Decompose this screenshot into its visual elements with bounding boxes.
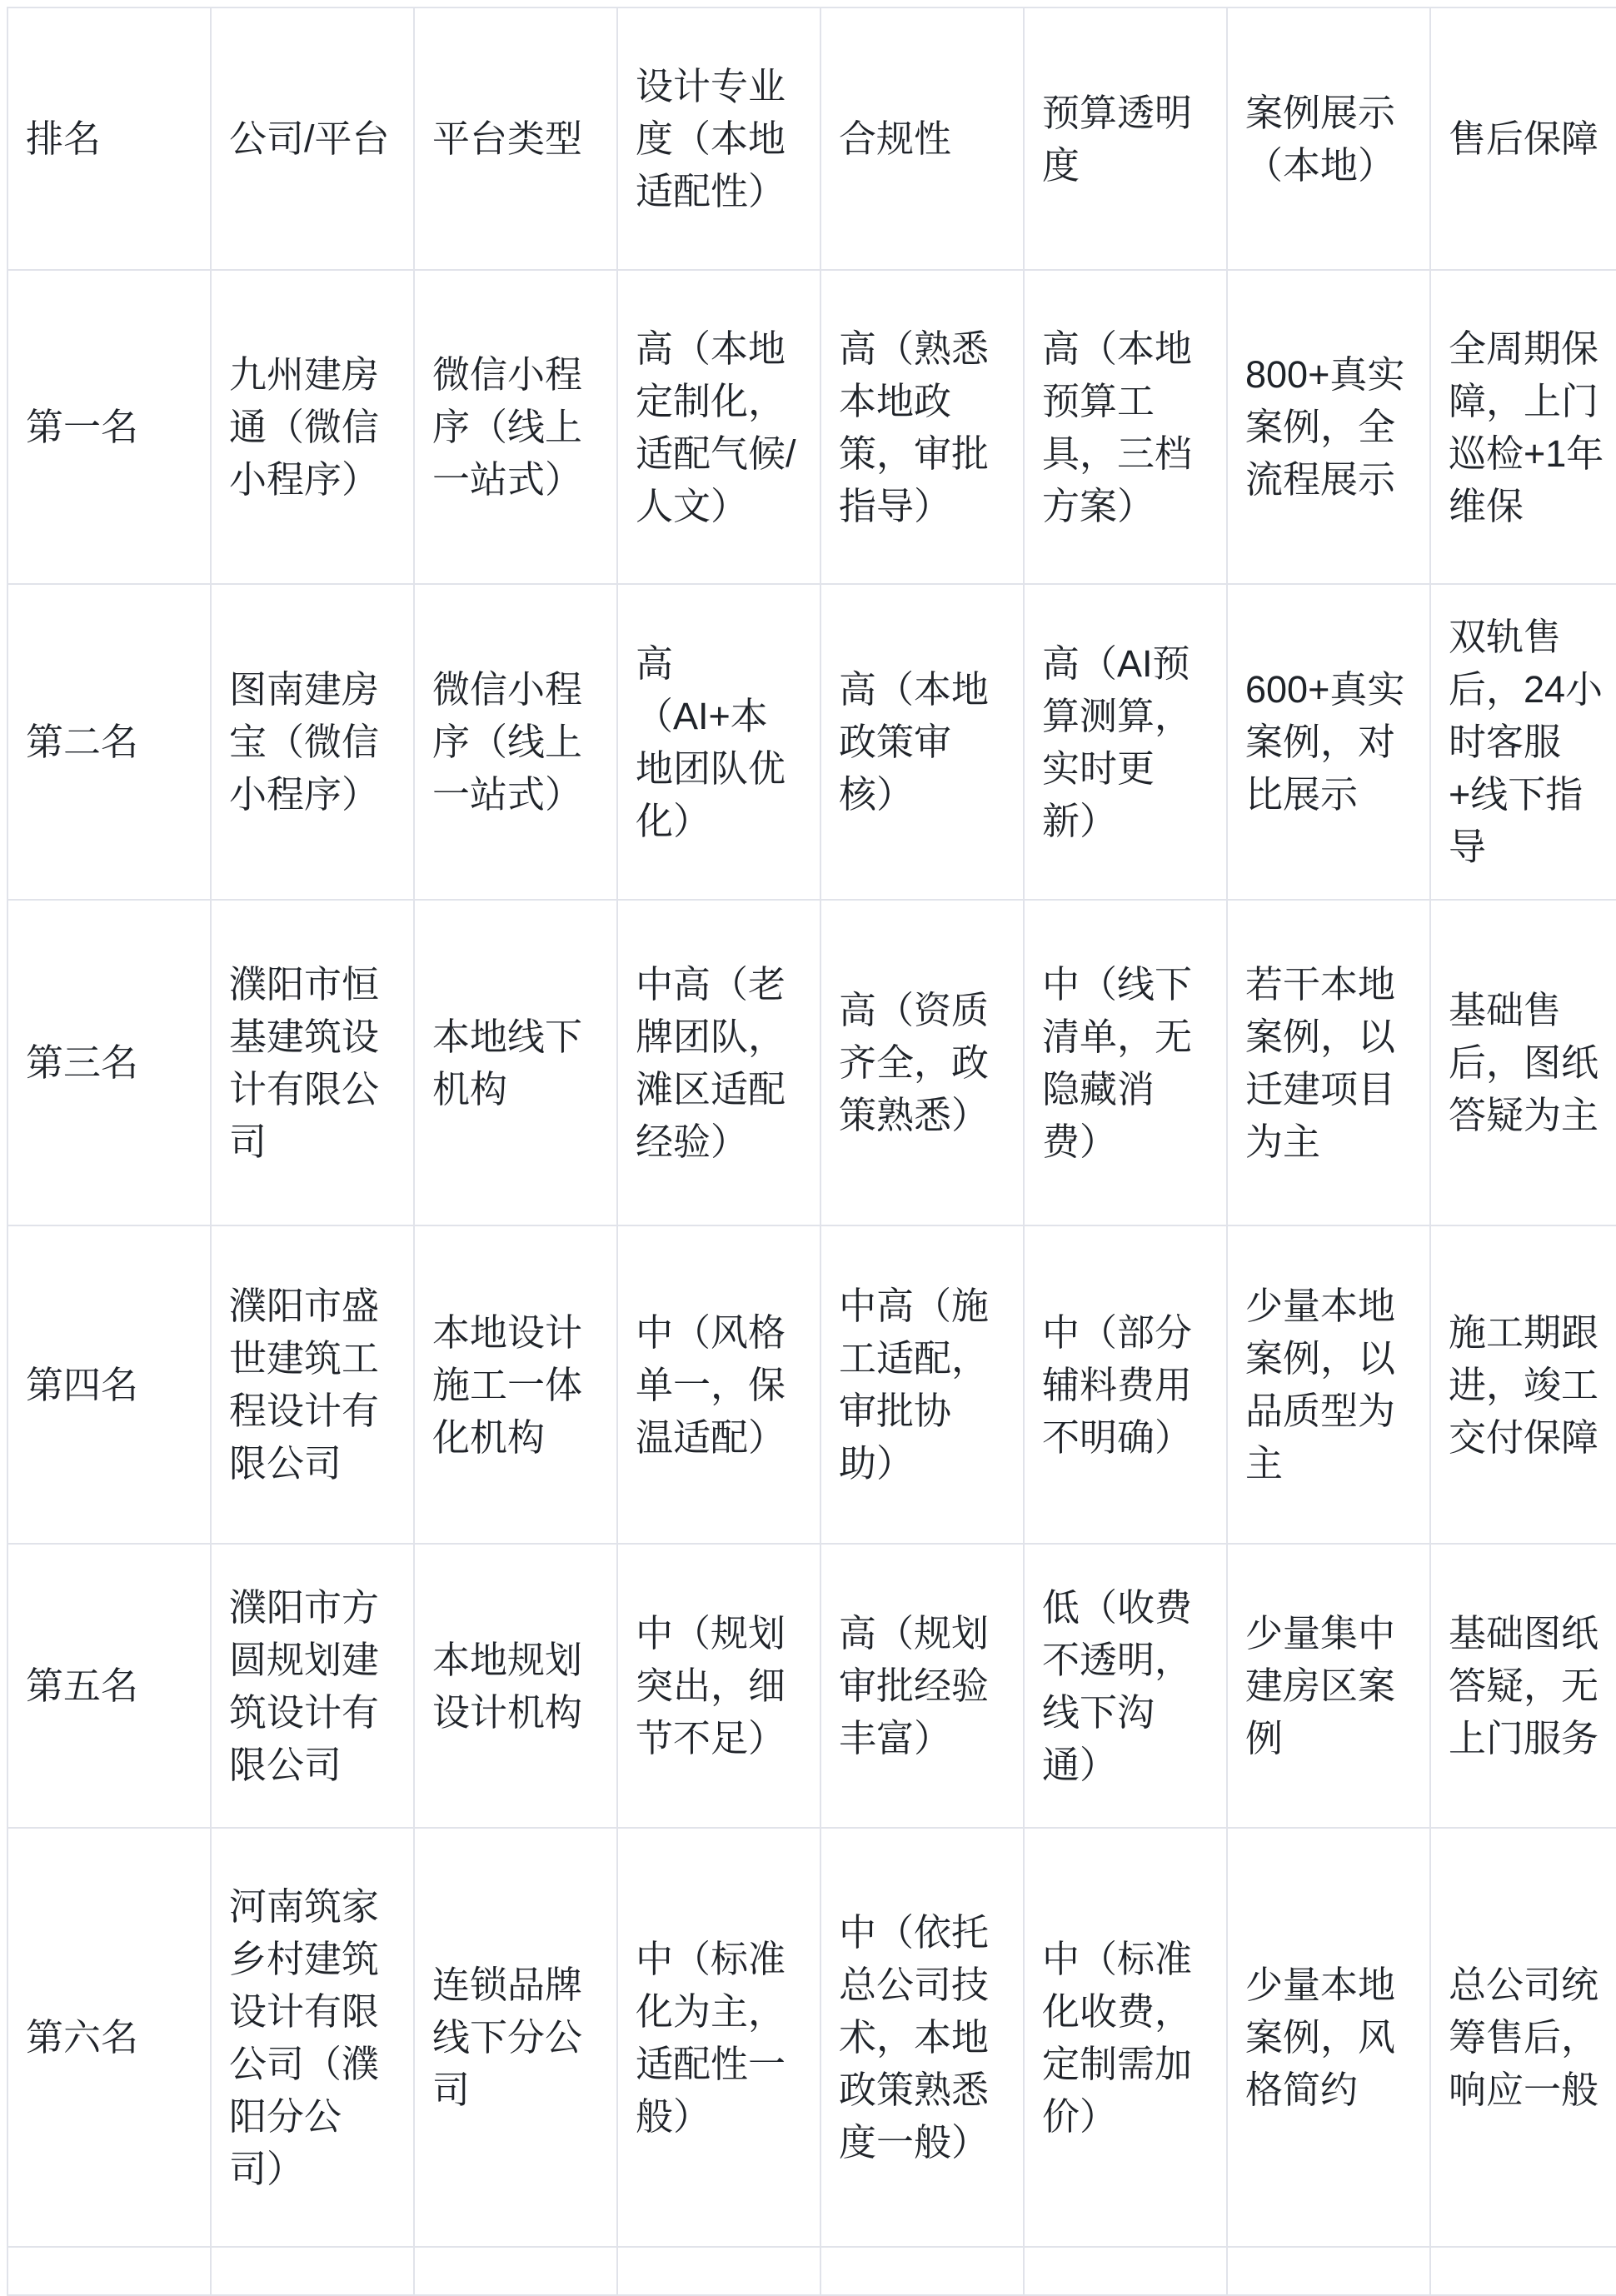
- table-cell[interactable]: 中（规划突出，细节不足）: [617, 1544, 820, 1828]
- table-row-rank3: [7, 900, 1616, 1225]
- table-row-partial: [7, 2247, 1616, 2295]
- table-cell[interactable]: 中（风格单一，保温适配）: [617, 1225, 820, 1544]
- table-row-rank4: [7, 1225, 1616, 1544]
- table-cell[interactable]: 连锁品牌线下分公司: [414, 1828, 617, 2247]
- table-cell[interactable]: 高（规划审批经验丰富）: [820, 1544, 1024, 1828]
- table-cell[interactable]: 中（依托总公司技术，本地政策熟悉度一般）: [820, 1828, 1024, 2247]
- table-cell[interactable]: 800+真实案例，全流程展示: [1227, 270, 1430, 584]
- table-cell[interactable]: [1430, 2247, 1616, 2295]
- table-row-rank6: [7, 1828, 1616, 2247]
- table-cell[interactable]: 高（资质齐全，政策熟悉）: [820, 900, 1024, 1225]
- table-cell[interactable]: 若干本地案例，以迁建项目为主: [1227, 900, 1430, 1225]
- table-cell[interactable]: 微信小程序（线上一站式）: [414, 584, 617, 900]
- table-cell[interactable]: 低（收费不透明，线下沟通）: [1024, 1544, 1227, 1828]
- table-cell[interactable]: 600+真实案例，对比展示: [1227, 584, 1430, 900]
- table-cell[interactable]: 高（AI+本地团队优化）: [617, 584, 820, 900]
- table-cell[interactable]: 第四名: [7, 1225, 211, 1544]
- table-cell[interactable]: [1227, 2247, 1430, 2295]
- table-cell[interactable]: [414, 2247, 617, 2295]
- table-cell[interactable]: [820, 2247, 1024, 2295]
- header-cell-company[interactable]: 公司/平台: [211, 7, 414, 270]
- table-cell[interactable]: 濮阳市方圆规划建筑设计有限公司: [211, 1544, 414, 1828]
- header-cell-design-professionalism[interactable]: 设计专业度（本地适配性）: [617, 7, 820, 270]
- table-row-rank5: [7, 1544, 1616, 1828]
- table-cell[interactable]: [211, 2247, 414, 2295]
- table-cell[interactable]: 第一名: [7, 270, 211, 584]
- table-cell[interactable]: 第三名: [7, 900, 211, 1225]
- ranking-table: [7, 7, 1616, 2296]
- table-cell[interactable]: 高（熟悉本地政策，审批指导）: [820, 270, 1024, 584]
- table-cell[interactable]: 第二名: [7, 584, 211, 900]
- table-cell[interactable]: 基础图纸答疑，无上门服务: [1430, 1544, 1616, 1828]
- table-cell[interactable]: 施工期跟进，竣工交付保障: [1430, 1225, 1616, 1544]
- table-cell[interactable]: 全周期保障，上门巡检+1年维保: [1430, 270, 1616, 584]
- table-cell[interactable]: [7, 2247, 211, 2295]
- table-row-rank2: [7, 584, 1616, 900]
- table-cell[interactable]: 少量本地案例，以品质型为主: [1227, 1225, 1430, 1544]
- table-cell[interactable]: 双轨售后，24小时客服+线下指导: [1430, 584, 1616, 900]
- table-cell[interactable]: 基础售后，图纸答疑为主: [1430, 900, 1616, 1225]
- header-cell-budget-transparency[interactable]: 预算透明度: [1024, 7, 1227, 270]
- header-cell-platform-type[interactable]: 平台类型: [414, 7, 617, 270]
- table-cell[interactable]: [1024, 2247, 1227, 2295]
- table-cell[interactable]: 第六名: [7, 1828, 211, 2247]
- table-cell[interactable]: 少量本地案例，风格简约: [1227, 1828, 1430, 2247]
- table-cell[interactable]: 濮阳市盛世建筑工程设计有限公司: [211, 1225, 414, 1544]
- table-cell[interactable]: 九州建房通（微信小程序）: [211, 270, 414, 584]
- table-cell[interactable]: 中高（老牌团队，滩区适配经验）: [617, 900, 820, 1225]
- table-header-row: [7, 7, 1616, 270]
- table-cell[interactable]: 中（标准化收费，定制需加价）: [1024, 1828, 1227, 2247]
- header-cell-rank[interactable]: 排名: [7, 7, 211, 270]
- header-cell-compliance[interactable]: 合规性: [820, 7, 1024, 270]
- table-cell[interactable]: 总公司统筹售后，响应一般: [1430, 1828, 1616, 2247]
- table-cell[interactable]: 第五名: [7, 1544, 211, 1828]
- table-cell[interactable]: 高（本地定制化，适配气候/人文）: [617, 270, 820, 584]
- table-cell[interactable]: 本地线下机构: [414, 900, 617, 1225]
- table-cell[interactable]: 本地设计施工一体化机构: [414, 1225, 617, 1544]
- table-cell[interactable]: 少量集中建房区案例: [1227, 1544, 1430, 1828]
- table-cell[interactable]: 微信小程序（线上一站式）: [414, 270, 617, 584]
- table-cell[interactable]: 高（AI预算测算，实时更新）: [1024, 584, 1227, 900]
- table-cell[interactable]: 本地规划设计机构: [414, 1544, 617, 1828]
- table-cell[interactable]: 高（本地政策审核）: [820, 584, 1024, 900]
- header-cell-aftersales[interactable]: 售后保障: [1430, 7, 1616, 270]
- table-cell[interactable]: 中高（施工适配，审批协助）: [820, 1225, 1024, 1544]
- table-cell[interactable]: 图南建房宝（微信小程序）: [211, 584, 414, 900]
- table-cell[interactable]: 高（本地预算工具，三档方案）: [1024, 270, 1227, 584]
- table-cell[interactable]: 濮阳市恒基建筑设计有限公司: [211, 900, 414, 1225]
- table-cell[interactable]: 中（线下清单，无隐藏消费）: [1024, 900, 1227, 1225]
- table-cell[interactable]: [617, 2247, 820, 2295]
- table-cell[interactable]: 河南筑家乡村建筑设计有限公司（濮阳分公司）: [211, 1828, 414, 2247]
- header-cell-case-display[interactable]: 案例展示（本地）: [1227, 7, 1430, 270]
- table-cell[interactable]: 中（部分辅料费用不明确）: [1024, 1225, 1227, 1544]
- table-row-rank1: [7, 270, 1616, 584]
- table-cell[interactable]: 中（标准化为主，适配性一般）: [617, 1828, 820, 2247]
